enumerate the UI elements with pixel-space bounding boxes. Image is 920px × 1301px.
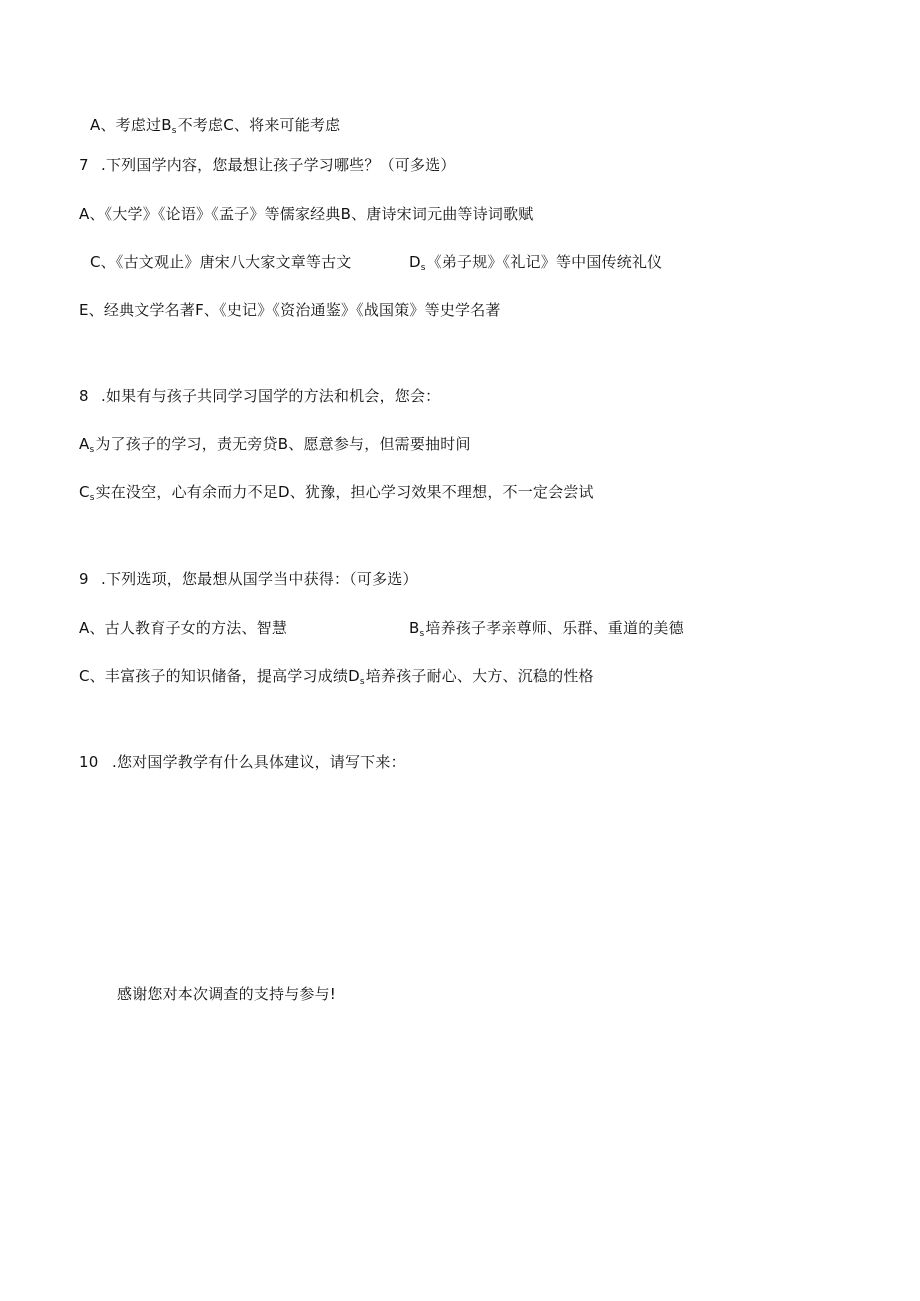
q7-text: .下列国学内容，您最想让孩子学习哪些？（可多选） xyxy=(101,156,456,174)
q8-options-row-2 xyxy=(79,482,594,508)
q8-option-b: B、愿意参与，但需要抽时间 xyxy=(277,435,471,453)
q6-option-b: $B_s$不考虑 xyxy=(161,116,224,136)
closing-thanks: 感谢您对本次调查的支持与参与! xyxy=(117,985,337,1003)
q9-option-c: C、丰富孩子的知识储备，提高学习成绩 xyxy=(79,667,349,685)
q10-question xyxy=(79,752,406,772)
q7-option-d: $D_s$《弟子规》《礼记》等中国传统礼仪 xyxy=(409,253,663,273)
q9-option-b: $B_s$培养孩子孝亲尊师、乐群、重道的美德 xyxy=(409,619,684,639)
q9-options-row-2 xyxy=(79,666,594,692)
q7-option-f: F、《史记》《资治通鉴》《战国策》等史学名著 xyxy=(195,301,501,319)
q6-options-row xyxy=(90,115,340,141)
q7-option-e: E、经典文学名著 xyxy=(79,301,196,319)
q9-question xyxy=(79,569,418,589)
q10-number: 10 xyxy=(79,753,99,771)
q7-option-a: A、《大学》《论语》《孟子》等儒家经典 xyxy=(79,205,341,223)
q9-option-d: $D_s$培养孩子耐心、大方、沉稳的性格 xyxy=(348,667,594,687)
q9-text: .下列选项，您最想从国学当中获得：（可多选） xyxy=(101,570,418,588)
q7-question xyxy=(79,155,456,175)
q7-options-row-3 xyxy=(79,300,501,320)
q8-option-d: D、犹豫，担心学习效果不理想，不一定会尝试 xyxy=(277,483,594,501)
q7-options-row-1 xyxy=(79,204,533,224)
q7-option-c: C、《古文观止》唐宋八大家文章等古文 xyxy=(90,253,352,271)
q10-text: .您对国学教学有什么具体建议，请写下来： xyxy=(112,753,406,771)
q6-option-a: A、考虑过 xyxy=(90,116,162,134)
q8-text: .如果有与孩子共同学习国学的方法和机会，您会： xyxy=(101,387,441,405)
q9-number: 9 xyxy=(79,570,89,588)
q7-option-b: B、唐诗宋词元曲等诗词歌赋 xyxy=(340,205,534,223)
q8-question xyxy=(79,386,440,406)
q8-option-a: $A_s$为了孩子的学习，责无旁贷 xyxy=(79,435,278,455)
q8-number: 8 xyxy=(79,387,89,405)
q6-option-c: C、将来可能考虑 xyxy=(223,116,341,134)
q8-option-c: $C_s$实在没空，心有余而力不足 xyxy=(79,483,278,503)
q9-option-a: A、古人教育子女的方法、智慧 xyxy=(79,619,288,637)
q8-options-row-1 xyxy=(79,434,471,460)
q7-number: 7 xyxy=(79,156,89,174)
